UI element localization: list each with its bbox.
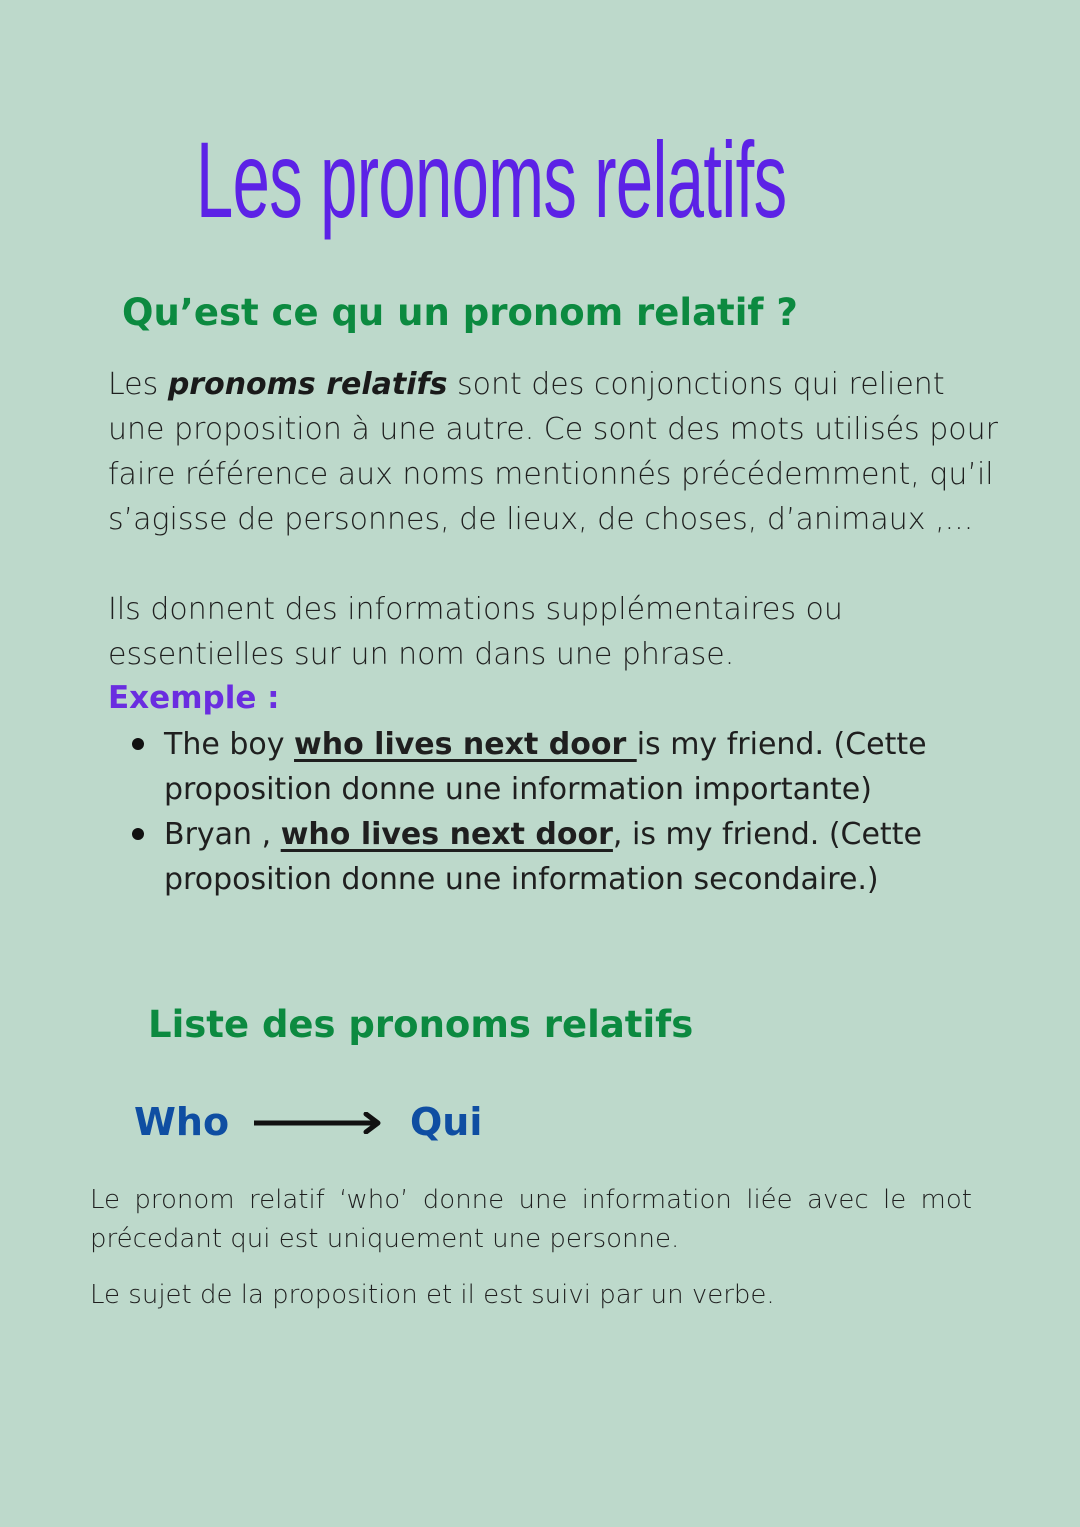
arrow-right-icon xyxy=(254,1112,386,1134)
example-label: Exemple : xyxy=(108,680,280,716)
list-item xyxy=(108,812,928,902)
intro-prefix: Les xyxy=(108,367,168,402)
intro-paragraph xyxy=(108,362,1008,542)
section-heading-definition: Qu’est ce qu un pronom relatif ? xyxy=(122,291,798,334)
section-heading-list: Liste des pronoms relatifs xyxy=(148,1003,694,1046)
subject-note: Le sujet de la proposition et il est suivi par un verbe. xyxy=(90,1280,775,1310)
example-after: is my friend. (Cette proposition donne une information importante) xyxy=(164,727,927,807)
bullet-icon xyxy=(132,828,144,840)
example-list xyxy=(108,722,928,902)
intro-suffix: sont des conjonctions qui relient une proposition à une autre. Ce sont des mots utilisés pour faire référence aux noms mentionnés précédemment, qu’il s’agisse de personnes, de lieux, de choses, d’animaux ,... xyxy=(108,367,998,537)
example-before: The boy xyxy=(164,727,295,762)
example-after: , is my friend. (Cette proposition donne une information secondaire.) xyxy=(164,817,922,897)
list-item xyxy=(108,722,928,812)
example-underlined-clause: who lives next door xyxy=(280,817,613,852)
info-paragraph: Ils donnent des informations supplémentaires ou essentielles sur un nom dans une phrase. xyxy=(108,592,843,672)
example-underlined-clause: who lives next door xyxy=(294,727,637,762)
example-before: Bryan , xyxy=(164,817,281,852)
page-title: Les pronoms relatifs xyxy=(196,119,787,240)
who-description: Le pronom relatif ‘who’ donne une information liée avec le mot précedant qui est uniquement une personne. xyxy=(90,1185,972,1254)
intro-emphasis: pronoms relatifs xyxy=(167,367,448,402)
french-pronoun: Qui xyxy=(410,1100,483,1144)
translation-row xyxy=(134,1094,634,1150)
bullet-icon xyxy=(132,738,144,750)
english-pronoun: Who xyxy=(134,1100,230,1144)
